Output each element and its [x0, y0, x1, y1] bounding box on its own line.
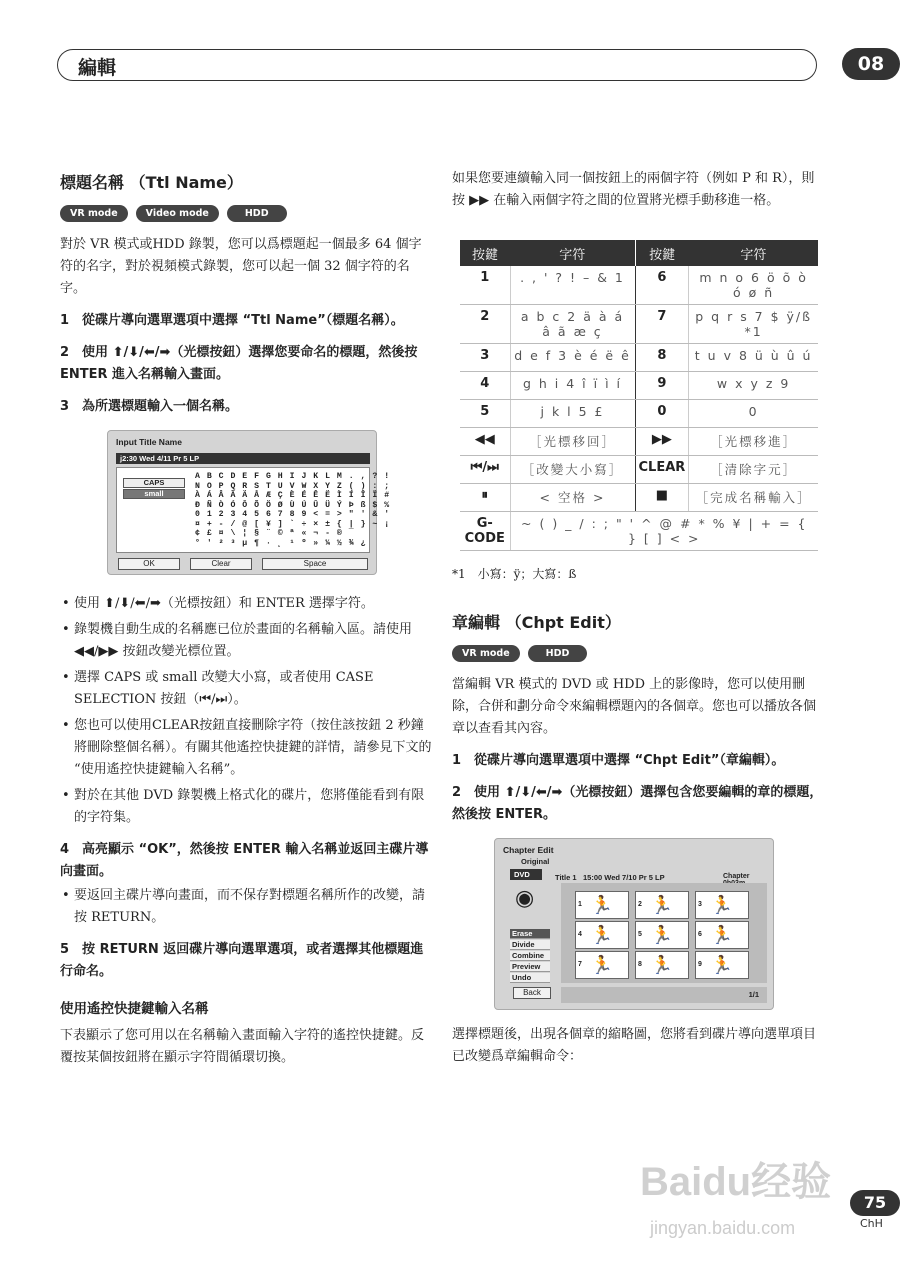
chapter-thumb[interactable]: 1 🏃	[575, 891, 629, 919]
menu-undo[interactable]: Undo	[510, 973, 550, 983]
table-cell: p q r s 7 $ ÿ/ß *1	[689, 305, 818, 344]
chapter-thumb[interactable]: 7 🏃	[575, 951, 629, 979]
badge-hdd: HDD	[227, 205, 287, 222]
input-title-name-screen	[107, 430, 391, 575]
col-key: 按鍵	[460, 240, 510, 266]
menu-divide[interactable]: Divide	[510, 940, 550, 950]
ttl-step-2: 2 使用 ⬆/⬇/⬅/➡（光標按鈕）選擇您要命名的標題，然後按 ENTER 進入名稱輸入畫面。	[60, 345, 418, 382]
table-row	[460, 266, 818, 305]
bullet-item: • 您也可以使用CLEAR按鈕直接刪除字符（按住該按鈕 2 秒鐘將刪除整個名稱）。有關其他遙控快捷鍵的詳情，請參見下文的 “使用遙控快捷鍵輸入名稱”。	[60, 715, 432, 781]
header-title: 編輯	[78, 57, 117, 79]
screen-title: Input Title Name	[116, 437, 182, 447]
step4-bullets	[60, 885, 432, 929]
chpt-step-1: 1 從碟片導向選單選項中選擇 “Chpt Edit”（章編輯）。	[452, 753, 785, 768]
chpt-step-2: 2 使用 ⬆/⬇/⬅/➡（光標按鈕）選擇包含您要編輯的章的標題，然後按 ENTER。	[452, 785, 823, 822]
table-row	[460, 456, 818, 484]
table-cell: 0	[689, 400, 818, 428]
chapter-thumb[interactable]: 8 🏃	[635, 951, 689, 979]
table-cell: CLEAR	[635, 456, 689, 484]
badge-video-mode: Video mode	[136, 205, 219, 222]
header-bar	[57, 49, 817, 81]
space-button[interactable]: Space	[262, 558, 368, 570]
remote-shortcut-title: 使用遙控快捷鍵輸入名稱	[60, 1001, 209, 1017]
menu-combine[interactable]: Combine	[510, 951, 550, 961]
screen-status: j2:30 Wed 4/11 Pr 5 LP	[116, 453, 370, 464]
menu-erase[interactable]: Erase	[510, 929, 550, 939]
table-cell: ［改變大小寫］	[510, 456, 635, 484]
original-label: Original	[521, 857, 550, 866]
right-column	[452, 168, 824, 1078]
table-cell: ■	[635, 484, 689, 512]
badge-vr-mode: VR mode	[452, 645, 520, 662]
table-cell: 3	[460, 344, 510, 372]
table-cell: ▶▶	[635, 428, 689, 456]
table-header	[460, 240, 818, 266]
section-title-ttl-name: 標題名稱 （Ttl Name）	[60, 173, 243, 192]
table-cell: 2	[460, 305, 510, 344]
dvd-label: DVD	[510, 869, 542, 880]
clear-button[interactable]: Clear	[190, 558, 252, 570]
table-cell: t u v 8 ü ù û ú	[689, 344, 818, 372]
table-cell: d e f 3 è é ë ê	[510, 344, 635, 372]
badge-hdd: HDD	[528, 645, 588, 662]
watermark: Baidu经验	[640, 1160, 832, 1204]
consecutive-input-note: 如果您要連續輸入同一個按鈕上的兩個字符（例如 P 和 R），則按 ▶▶ 在輸入兩個字符之間的位置將光標手動移進一格。	[452, 171, 815, 208]
table-cell: ［清除字元］	[689, 456, 818, 484]
chpt-badges	[452, 645, 824, 662]
table-cell: 4	[460, 372, 510, 400]
table-footnote: *1 小寫：ÿ；大寫：ß	[452, 567, 577, 581]
col-chars: 字符	[510, 240, 635, 266]
bullet-item: • 錄製機自動生成的名稱應已位於畫面的名稱輸入區。請使用 ◀◀/▶▶ 按鈕改變光標位置。	[60, 619, 432, 663]
table-cell: 9	[635, 372, 689, 400]
screen-panel	[116, 467, 391, 553]
table-cell: < 空格 >	[510, 484, 635, 512]
table-row	[460, 372, 818, 400]
page-indicator: 1/1	[561, 987, 767, 1003]
table-cell: 0	[635, 400, 689, 428]
small-option[interactable]: small	[123, 489, 185, 499]
mode-badges	[60, 205, 432, 222]
ttl-step-1: 1 從碟片導向選單選項中選擇 “Ttl Name”（標題名稱）。	[60, 313, 404, 328]
table-cell: ［光標移回］	[510, 428, 635, 456]
table-cell: 1	[460, 266, 510, 305]
thumbnail-grid	[561, 883, 767, 983]
chapter-edit-screen	[494, 838, 774, 1010]
table-row	[460, 512, 818, 551]
menu-preview[interactable]: Preview	[510, 962, 550, 972]
ttl-step-5: 5 按 RETURN 返回碟片導向選單選項，或者選擇其他標題進行命名。	[60, 942, 424, 979]
table-cell: ◀◀	[460, 428, 510, 456]
chapter-thumb[interactable]: 5 🏃	[635, 921, 689, 949]
title-label: Title 1	[555, 873, 577, 882]
table-cell: 6	[635, 266, 689, 305]
col-key-2: 按鍵	[635, 240, 689, 266]
caps-option[interactable]: CAPS	[123, 478, 185, 488]
ttl-step-3: 3 為所選標題輸入一個名稱。	[60, 399, 239, 414]
table-cell: ⏮/⏭	[460, 456, 510, 484]
chapter-thumb[interactable]: 9 🏃	[695, 951, 749, 979]
chpt-outro: 選擇標題後，出現各個章的縮略圖，您將看到碟片導向選單項目已改變爲章編輯命令：	[452, 1027, 817, 1064]
table-cell: ［光標移進］	[689, 428, 818, 456]
table-cell: ［完成名稱輸入］	[689, 484, 818, 512]
table-row	[460, 484, 818, 512]
remote-shortcut-text: 下表顯示了您可用以在名稱輸入畫面輸入字符的遙控快捷鍵。反覆按某個按鈕將在顯示字符間循環切換。	[60, 1028, 425, 1065]
table-cell: G-CODE	[460, 512, 510, 551]
table-cell: ⏸	[460, 484, 510, 512]
screen-title: Chapter Edit	[503, 845, 554, 855]
table-cell: ~ ( ) _ / : ; " ' ^ @ # * % ¥ | + = { } [ ] < >	[510, 512, 818, 551]
table-row	[460, 344, 818, 372]
chapter-thumb[interactable]: 4 🏃	[575, 921, 629, 949]
table-cell: . , ' ? ! – & 1	[510, 266, 635, 305]
chapter-length: Chapter	[723, 873, 750, 880]
ok-button[interactable]: OK	[118, 558, 180, 570]
badge-vr-mode: VR mode	[60, 205, 128, 222]
bullet-item: • 要返回主碟片導向畫面，而不保存對標題名稱所作的改變，請按 RETURN。	[60, 885, 432, 929]
remote-key-table	[460, 240, 818, 551]
watermark-url: jingyan.baidu.com	[650, 1218, 796, 1238]
chapter-thumb[interactable]: 2 🏃	[635, 891, 689, 919]
bullet-item: • 對於在其他 DVD 錄製機上格式化的碟片，您將僅能看到有限的字符集。	[60, 785, 432, 829]
ttl-step-4: 4 高亮顯示 “OK”，然後按 ENTER 輸入名稱並返回主碟片導向畫面。	[60, 842, 429, 879]
chapter-badge: 08	[842, 48, 900, 80]
bullet-item: • 選擇 CAPS 或 small 改變大小寫，或者使用 CASE SELECTION 按鈕（⏮/⏭）。	[60, 667, 432, 711]
bullet-item: • 使用 ⬆/⬇/⬅/➡（光標按鈕）和 ENTER 選擇字符。	[60, 593, 432, 615]
chapter-thumb[interactable]: 6 🏃	[695, 921, 749, 949]
status-text: 15:00 Wed 7/10 Pr 5 LP	[583, 873, 665, 882]
table-row	[460, 400, 818, 428]
left-column	[60, 170, 432, 1079]
section-title-chpt-edit: 章編輯 （Chpt Edit）	[452, 613, 621, 632]
chpt-intro: 當編輯 VR 模式的 DVD 或 HDD 上的影像時，您可以使用刪除，合併和劃分命令來編輯標題內的各個章。您也可以播放各個章以查看其內容。	[452, 677, 817, 736]
table-cell: a b c 2 ä à á â ã æ ç	[510, 305, 635, 344]
disc-icon: ◉	[515, 885, 535, 910]
table-cell: m n o 6 ö õ ò ó ø ñ	[689, 266, 818, 305]
col-chars-2: 字符	[689, 240, 818, 266]
table-cell: 7	[635, 305, 689, 344]
table-cell: 8	[635, 344, 689, 372]
ttl-intro: 對於 VR 模式或HDD 錄製，您可以爲標題起一個最多 64 個字符的名字，對於視頻模式錄製，您可以起一個 32 個字符的名字。	[60, 237, 422, 296]
table-cell: 5	[460, 400, 510, 428]
chapter-thumb[interactable]: 3 🏃	[695, 891, 749, 919]
ttl-bullet-list	[60, 593, 432, 829]
table-cell: w x y z 9	[689, 372, 818, 400]
back-button[interactable]: Back	[513, 987, 551, 999]
table-cell: g h i 4 î ï ì í	[510, 372, 635, 400]
table-row	[460, 428, 818, 456]
table-cell: j k l 5 £	[510, 400, 635, 428]
page-number: 75	[850, 1190, 900, 1216]
character-map[interactable]: A B C D E F G H I J K L M . , ? ! N O P Q R S T U V W X Y Z ( ) : ; À Á Â Ã Ä Å Æ Ç È É Ê Ë Ì Í Î Ï # Đ Ñ Ò Ó Ô Õ Ö Ø Ù Ú Û Ü Ý Þ ß $ % 0 1 2 3 4 5 6 7 8 9 < = > " ' & ' ¤ + - / @ [ ¥ ] ` ÷ × ± { | } ~ ¡ ¢ £ ¤ \ ¦ § ¨ © ª « ¬ - ® ¯ ° ' ² ³ µ ¶ · ¸ ¹ º » ¼ ½ ¾ ¿	[195, 472, 391, 548]
table-row	[460, 305, 818, 344]
page-language: ChH	[860, 1217, 883, 1230]
